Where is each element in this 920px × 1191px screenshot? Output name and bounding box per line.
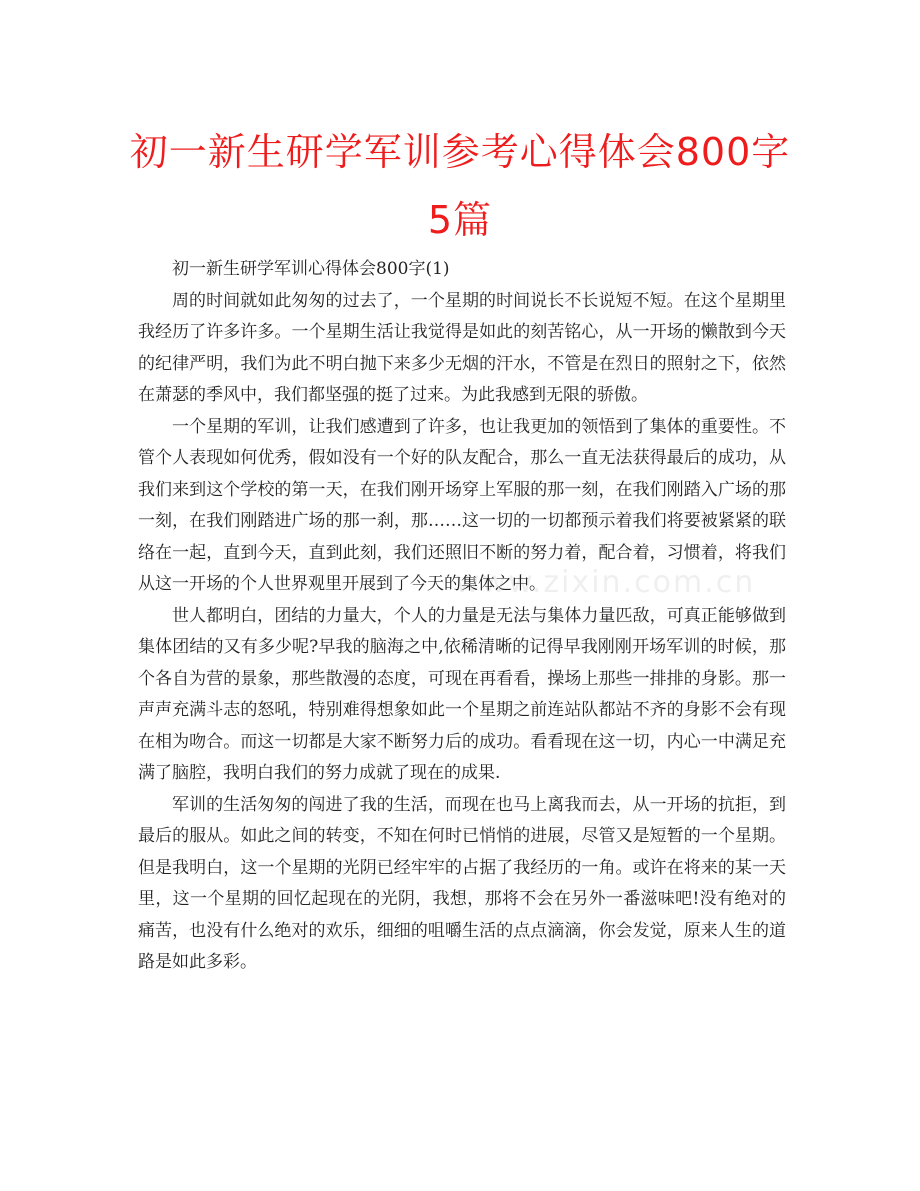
paragraph-4: 军训的生活匆匆的闯进了我的生活，而现在也马上离我而去，从一开场的抗拒，到最后的服从。如此之间的转变，不知在何时已悄悄的进展，尽管又是短暂的一个星期。但是我明白，这一个星期的光阴已经牢牢的占据了我经历的一角。或许在将来的某一天里，这一个星期的回忆起现在的光阴，我想，那将不会在另外一番滋味吧!没有绝对的痛苦，也没有什么绝对的欢乐，细细的咀嚼生活的点点滴滴，你会发觉，原来人生的道路是如此多彩。 xyxy=(138,794,786,972)
document-body xyxy=(138,254,786,979)
paragraph-3: 世人都明白，团结的力量大，个人的力量是无法与集体力量匹敌，可真正能够做到集体团结的又有多少呢?早我的脑海之中,依稀清晰的记得早我刚刚开场军训的时候，那个各自为营的景象，那些散漫的态度，可现在再看看，操场上那些一排排的身影。那一声声充满斗志的怒吼，特别难得想象如此一个星期之前连站队都站不齐的身影不会有现在相为吻合。而这一切都是大家不断努力后的成功。看看现在这一切，内心一中满足充满了脑腔，我明白我们的努力成就了现在的成果. xyxy=(138,605,786,783)
document-title: 初一新生研学军训参考心得体会800字5篇 xyxy=(129,130,791,242)
watermark: www.zixin.com.cn xyxy=(455,565,756,600)
section-subtitle: 初一新生研学军训心得体会800字(1) xyxy=(172,259,450,279)
paragraph-2: 一个星期的军训，让我们感遭到了许多，也让我更加的领悟到了集体的重要性。不管个人表现如何优秀，假如没有一个好的队友配合，那么一直无法获得最后的成功，从我们来到这个学校的第一天，在我们刚开场穿上军服的那一刻，在我们刚踏入广场的那一刻，在我们刚踏进广场的那一刹，那……这一切的一切都预示着我们将要被紧紧的联络在一起，直到今天，直到此刻，我们还照旧不断的努力着，配合着，习惯着，将我们从这一开场的个人世界观里开展到了今天的集体之中。 xyxy=(138,416,786,594)
paragraph-1: 周的时间就如此匆匆的过去了，一个星期的时间说长不长说短不短。在这个星期里我经历了许多许多。一个星期生活让我觉得是如此的刻苦铭心，从一开场的懒散到今天的纪律严明，我们为此不明白抛下来多少无烟的汗水，不管是在烈日的照射之下，依然在萧瑟的季风中，我们都坚强的挺了过来。为此我感到无限的骄傲。 xyxy=(138,290,786,405)
